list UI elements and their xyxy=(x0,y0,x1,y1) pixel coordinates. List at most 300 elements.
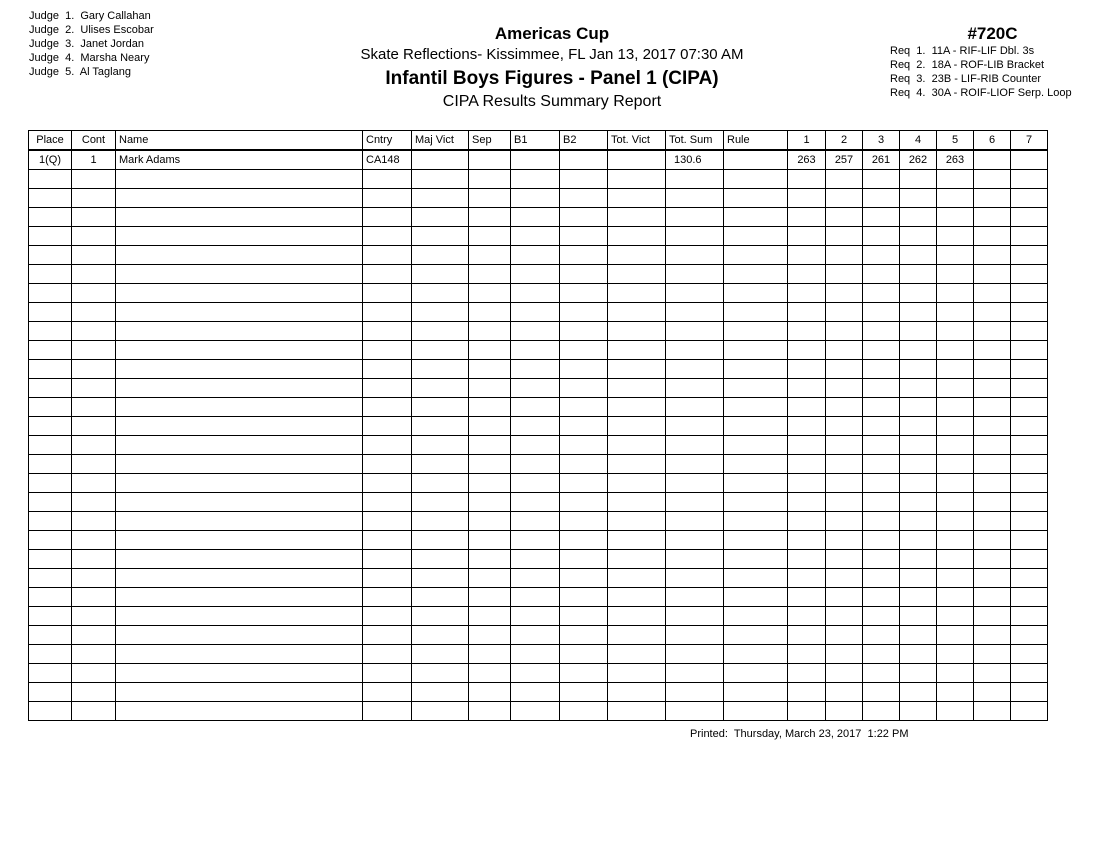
table-cell xyxy=(469,569,511,588)
table-row-empty xyxy=(29,398,1048,417)
table-cell: 263 xyxy=(788,150,826,170)
table-cell xyxy=(788,588,826,607)
table-cell xyxy=(72,645,116,664)
table-cell xyxy=(900,322,937,341)
judges-list xyxy=(29,9,154,79)
table-cell xyxy=(826,398,863,417)
table-cell xyxy=(1011,626,1048,645)
table-cell xyxy=(666,645,724,664)
table-cell xyxy=(116,227,363,246)
table-cell xyxy=(469,341,511,360)
table-cell xyxy=(900,246,937,265)
column-header: 3 xyxy=(863,131,900,151)
table-cell xyxy=(1011,379,1048,398)
table-cell xyxy=(116,664,363,683)
table-cell xyxy=(666,284,724,303)
table-cell xyxy=(1011,189,1048,208)
table-cell xyxy=(900,360,937,379)
table-cell xyxy=(863,303,900,322)
table-cell xyxy=(974,379,1011,398)
table-cell xyxy=(937,208,974,227)
table-cell xyxy=(863,664,900,683)
table-cell xyxy=(469,303,511,322)
table-cell xyxy=(974,170,1011,189)
table-cell xyxy=(116,550,363,569)
table-cell xyxy=(469,189,511,208)
table-cell xyxy=(412,227,469,246)
table-cell xyxy=(826,322,863,341)
table-cell xyxy=(937,265,974,284)
table-cell xyxy=(900,645,937,664)
table-cell xyxy=(724,474,788,493)
table-cell xyxy=(900,588,937,607)
table-cell xyxy=(974,150,1011,170)
table-cell xyxy=(469,265,511,284)
table-cell xyxy=(469,683,511,702)
table-cell xyxy=(72,208,116,227)
table-cell xyxy=(29,531,72,550)
column-header: Tot. Sum xyxy=(666,131,724,151)
table-row-empty xyxy=(29,322,1048,341)
column-header: Name xyxy=(116,131,363,151)
table-cell xyxy=(863,322,900,341)
table-cell xyxy=(788,664,826,683)
table-cell xyxy=(863,683,900,702)
table-cell xyxy=(937,588,974,607)
table-cell xyxy=(724,455,788,474)
table-cell xyxy=(608,626,666,645)
table-cell xyxy=(29,417,72,436)
table-cell xyxy=(666,474,724,493)
table-cell xyxy=(724,170,788,189)
table-cell xyxy=(937,645,974,664)
table-cell xyxy=(412,360,469,379)
table-cell xyxy=(29,246,72,265)
table-row-empty xyxy=(29,284,1048,303)
table-cell xyxy=(974,265,1011,284)
table-cell xyxy=(72,664,116,683)
table-cell xyxy=(724,531,788,550)
table-cell xyxy=(863,512,900,531)
table-cell xyxy=(1011,303,1048,322)
table-cell xyxy=(826,246,863,265)
table-cell xyxy=(1011,322,1048,341)
table-cell xyxy=(863,398,900,417)
table-cell xyxy=(826,379,863,398)
table-cell xyxy=(469,170,511,189)
table-cell xyxy=(937,379,974,398)
table-cell xyxy=(72,246,116,265)
table-cell xyxy=(511,417,560,436)
table-cell xyxy=(1011,607,1048,626)
table-cell xyxy=(412,284,469,303)
table-cell xyxy=(974,550,1011,569)
table-cell xyxy=(788,417,826,436)
table-cell xyxy=(974,607,1011,626)
table-cell xyxy=(29,303,72,322)
table-cell xyxy=(116,607,363,626)
table-cell xyxy=(666,512,724,531)
table-cell xyxy=(29,189,72,208)
table-cell xyxy=(29,398,72,417)
table-cell xyxy=(511,683,560,702)
table-cell xyxy=(511,398,560,417)
requirement-3: Req 3. 23B - LIF-RIB Counter xyxy=(890,73,1042,85)
table-cell xyxy=(608,208,666,227)
table-cell xyxy=(412,531,469,550)
table-cell xyxy=(788,607,826,626)
table-cell xyxy=(469,455,511,474)
table-row-empty xyxy=(29,531,1048,550)
table-cell xyxy=(863,436,900,455)
column-header: Cont xyxy=(72,131,116,151)
table-cell xyxy=(560,322,608,341)
table-cell xyxy=(937,189,974,208)
table-cell xyxy=(900,379,937,398)
table-cell xyxy=(363,531,412,550)
table-cell xyxy=(900,512,937,531)
table-cell xyxy=(608,569,666,588)
table-cell xyxy=(666,322,724,341)
table-cell xyxy=(560,531,608,550)
table-cell xyxy=(560,550,608,569)
table-cell xyxy=(788,227,826,246)
table-cell xyxy=(608,189,666,208)
table-cell xyxy=(116,341,363,360)
column-header: 6 xyxy=(974,131,1011,151)
table-cell xyxy=(937,512,974,531)
table-row-empty xyxy=(29,493,1048,512)
table-cell xyxy=(666,398,724,417)
table-row-empty xyxy=(29,474,1048,493)
table-cell xyxy=(72,550,116,569)
table-row-empty xyxy=(29,265,1048,284)
table-cell xyxy=(608,227,666,246)
table-cell xyxy=(412,246,469,265)
table-row-empty xyxy=(29,569,1048,588)
table-cell xyxy=(560,474,608,493)
table-cell xyxy=(72,398,116,417)
column-header: Tot. Vict xyxy=(608,131,666,151)
event-title: Americas Cup xyxy=(494,24,610,43)
table-cell xyxy=(1011,664,1048,683)
table-cell xyxy=(666,227,724,246)
table-cell xyxy=(412,550,469,569)
table-cell xyxy=(469,227,511,246)
table-row-empty xyxy=(29,512,1048,531)
table-cell xyxy=(511,569,560,588)
table-cell xyxy=(724,379,788,398)
table-cell xyxy=(826,170,863,189)
report-header xyxy=(300,24,804,112)
table-cell xyxy=(560,436,608,455)
table-cell xyxy=(29,645,72,664)
table-cell xyxy=(608,398,666,417)
table-cell xyxy=(560,493,608,512)
table-cell xyxy=(116,702,363,721)
table-cell xyxy=(900,531,937,550)
table-cell xyxy=(608,474,666,493)
table-cell xyxy=(72,170,116,189)
table-cell xyxy=(974,531,1011,550)
table-row-empty xyxy=(29,227,1048,246)
table-cell xyxy=(974,398,1011,417)
table-cell xyxy=(826,417,863,436)
table-cell xyxy=(469,493,511,512)
table-cell xyxy=(863,645,900,664)
table-cell xyxy=(937,417,974,436)
table-cell xyxy=(1011,550,1048,569)
table-cell xyxy=(469,208,511,227)
table-cell xyxy=(363,322,412,341)
table-cell xyxy=(363,208,412,227)
table-row-empty xyxy=(29,607,1048,626)
table-cell xyxy=(937,664,974,683)
table-cell xyxy=(1011,702,1048,721)
table-row-empty xyxy=(29,645,1048,664)
table-cell xyxy=(724,607,788,626)
table-cell xyxy=(608,360,666,379)
table-cell xyxy=(724,664,788,683)
table-cell xyxy=(116,474,363,493)
table-cell xyxy=(1011,398,1048,417)
table-cell xyxy=(29,683,72,702)
table-cell xyxy=(724,569,788,588)
table-cell xyxy=(511,246,560,265)
table-cell xyxy=(72,474,116,493)
division-title: Infantil Boys Figures - Panel 1 (CIPA) xyxy=(385,68,719,89)
table-cell xyxy=(608,607,666,626)
table-cell xyxy=(363,512,412,531)
table-cell xyxy=(511,531,560,550)
table-cell xyxy=(363,417,412,436)
table-cell xyxy=(511,360,560,379)
table-cell xyxy=(666,493,724,512)
table-cell xyxy=(1011,284,1048,303)
table-cell xyxy=(724,189,788,208)
table-cell xyxy=(412,379,469,398)
table-cell xyxy=(72,702,116,721)
table-cell xyxy=(1011,512,1048,531)
table-cell xyxy=(29,588,72,607)
table-cell xyxy=(511,588,560,607)
table-cell xyxy=(29,474,72,493)
table-cell xyxy=(116,588,363,607)
table-row-empty xyxy=(29,588,1048,607)
table-cell xyxy=(29,284,72,303)
table-row-empty xyxy=(29,379,1048,398)
table-cell xyxy=(826,512,863,531)
table-cell xyxy=(724,360,788,379)
table-cell xyxy=(363,341,412,360)
table-cell xyxy=(974,683,1011,702)
table-cell xyxy=(412,493,469,512)
table-cell xyxy=(363,360,412,379)
table-cell xyxy=(937,683,974,702)
table-cell xyxy=(511,170,560,189)
table-cell xyxy=(72,436,116,455)
table-cell xyxy=(863,626,900,645)
table-cell xyxy=(724,493,788,512)
table-cell xyxy=(788,455,826,474)
table-cell xyxy=(826,702,863,721)
table-cell xyxy=(666,208,724,227)
table-cell xyxy=(511,512,560,531)
table-cell xyxy=(900,493,937,512)
table-cell xyxy=(974,341,1011,360)
table-cell xyxy=(974,474,1011,493)
table-cell xyxy=(29,512,72,531)
table-cell: Mark Adams xyxy=(116,150,363,170)
table-cell xyxy=(724,588,788,607)
table-cell xyxy=(116,322,363,341)
table-cell: 257 xyxy=(826,150,863,170)
table-cell xyxy=(72,322,116,341)
table-cell xyxy=(937,455,974,474)
table-cell xyxy=(116,398,363,417)
table-cell xyxy=(900,702,937,721)
table-cell xyxy=(937,360,974,379)
table-cell xyxy=(900,417,937,436)
table-cell xyxy=(900,189,937,208)
table-cell xyxy=(788,265,826,284)
table-cell xyxy=(412,341,469,360)
table-cell xyxy=(900,683,937,702)
table-cell xyxy=(608,417,666,436)
column-header: 1 xyxy=(788,131,826,151)
table-cell xyxy=(826,664,863,683)
table-cell xyxy=(974,227,1011,246)
table-cell xyxy=(826,531,863,550)
table-cell xyxy=(1011,360,1048,379)
table-cell xyxy=(29,360,72,379)
table-cell xyxy=(900,455,937,474)
table-cell xyxy=(863,493,900,512)
column-header: B2 xyxy=(560,131,608,151)
table-cell xyxy=(826,208,863,227)
table-row-empty xyxy=(29,702,1048,721)
table-row-empty xyxy=(29,683,1048,702)
table-cell xyxy=(29,455,72,474)
table-cell xyxy=(900,626,937,645)
table-cell xyxy=(666,417,724,436)
table-cell xyxy=(1011,170,1048,189)
table-cell xyxy=(863,208,900,227)
table-cell xyxy=(788,284,826,303)
table-cell xyxy=(116,379,363,398)
table-cell xyxy=(863,189,900,208)
table-cell xyxy=(900,303,937,322)
table-cell xyxy=(666,436,724,455)
table-cell xyxy=(974,360,1011,379)
table-row-empty xyxy=(29,455,1048,474)
table-cell xyxy=(116,170,363,189)
table-cell xyxy=(511,284,560,303)
table-cell xyxy=(363,246,412,265)
table-cell xyxy=(863,227,900,246)
table-cell xyxy=(560,398,608,417)
table-cell xyxy=(29,569,72,588)
table-cell xyxy=(863,531,900,550)
table-cell xyxy=(724,436,788,455)
table-cell xyxy=(412,150,469,170)
table-cell xyxy=(937,398,974,417)
table-cell xyxy=(666,531,724,550)
table-cell xyxy=(724,550,788,569)
table-cell xyxy=(116,531,363,550)
table-cell xyxy=(469,246,511,265)
table-cell xyxy=(826,493,863,512)
table-cell xyxy=(608,341,666,360)
table-cell xyxy=(1011,455,1048,474)
table-row-empty xyxy=(29,436,1048,455)
table-cell xyxy=(666,550,724,569)
table-cell xyxy=(608,322,666,341)
table-cell xyxy=(363,474,412,493)
table-cell xyxy=(560,455,608,474)
table-cell xyxy=(788,474,826,493)
judge-5: Judge 5. Al Taglang xyxy=(29,66,131,78)
table-cell xyxy=(412,189,469,208)
table-cell xyxy=(560,246,608,265)
table-cell xyxy=(29,493,72,512)
table-cell xyxy=(900,265,937,284)
table-cell xyxy=(72,588,116,607)
judge-4: Judge 4. Marsha Neary xyxy=(29,52,150,64)
table-cell xyxy=(363,569,412,588)
table-cell xyxy=(900,569,937,588)
table-cell xyxy=(412,607,469,626)
table-cell xyxy=(116,265,363,284)
table-cell xyxy=(900,550,937,569)
table-cell xyxy=(724,398,788,417)
table-cell xyxy=(363,607,412,626)
table-cell xyxy=(863,569,900,588)
table-cell xyxy=(511,436,560,455)
table-cell xyxy=(116,493,363,512)
table-cell xyxy=(29,702,72,721)
table-cell xyxy=(863,265,900,284)
table-cell xyxy=(72,265,116,284)
table-cell xyxy=(412,398,469,417)
table-cell xyxy=(608,531,666,550)
table-cell xyxy=(363,379,412,398)
table-cell xyxy=(560,607,608,626)
table-cell xyxy=(560,360,608,379)
table-cell xyxy=(1011,569,1048,588)
table-cell xyxy=(72,512,116,531)
table-row-empty xyxy=(29,208,1048,227)
table-cell xyxy=(724,322,788,341)
table-cell xyxy=(974,493,1011,512)
table-cell xyxy=(511,303,560,322)
table-cell xyxy=(974,569,1011,588)
table-cell xyxy=(72,360,116,379)
table-cell xyxy=(412,645,469,664)
table-cell xyxy=(560,588,608,607)
table-cell xyxy=(412,417,469,436)
results-table xyxy=(28,130,1048,721)
table-cell xyxy=(608,588,666,607)
table-cell xyxy=(826,303,863,322)
table-cell xyxy=(72,683,116,702)
table-cell xyxy=(724,512,788,531)
table-cell xyxy=(412,569,469,588)
table-cell xyxy=(666,455,724,474)
table-cell xyxy=(724,265,788,284)
table-cell xyxy=(560,150,608,170)
table-cell xyxy=(788,626,826,645)
